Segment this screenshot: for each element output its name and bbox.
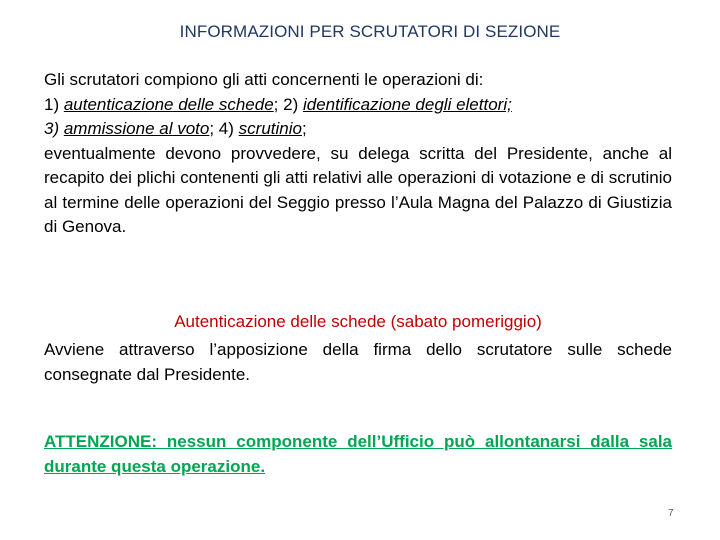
intro-section (44, 68, 672, 240)
delegation-paragraph: eventualmente devono provvedere, su delega scritta del Presidente, anche al recapito dei plichi contenenti gli atti relativi alle operazioni di votazione e di scrutinio al termine delle operazioni del Seggio presso l’Aula Magna del Palazzo di Giustizia di Genova. (44, 143, 672, 236)
item-3-text: ammissione al voto (63, 119, 210, 138)
item-4-number: ; 4) (209, 119, 239, 138)
authentication-body: Avviene attraverso l’apposizione della firma dello scrutatore sulle schede consegnate dal Presidente. (44, 340, 672, 384)
warning-notice: ATTENZIONE: nessun componente dell’Ufficio può allontanarsi dalla sala durante questa operazione. (44, 432, 672, 476)
item-1-text: autenticazione delle schede (63, 94, 274, 114)
authentication-heading: Autenticazione delle schede (sabato pomeriggio) (174, 312, 542, 331)
intro-line: Gli scrutatori compiono gli atti concernenti le operazioni di: (44, 70, 484, 89)
slide-title: INFORMAZIONI PER SCRUTATORI DI SEZIONE (179, 22, 561, 41)
item-1-number: 1) (44, 94, 64, 114)
item-2-number: ; 2) (273, 94, 303, 114)
operations-line-2 (44, 117, 672, 142)
item-4-end: ; (301, 119, 307, 138)
item-2-text: identificazione degli elettori; (302, 94, 512, 114)
item-3-number: 3) (44, 119, 64, 138)
operations-line-1 (44, 93, 672, 118)
item-4-text: scrutinio (238, 119, 302, 138)
page-number: 7 (668, 508, 674, 519)
